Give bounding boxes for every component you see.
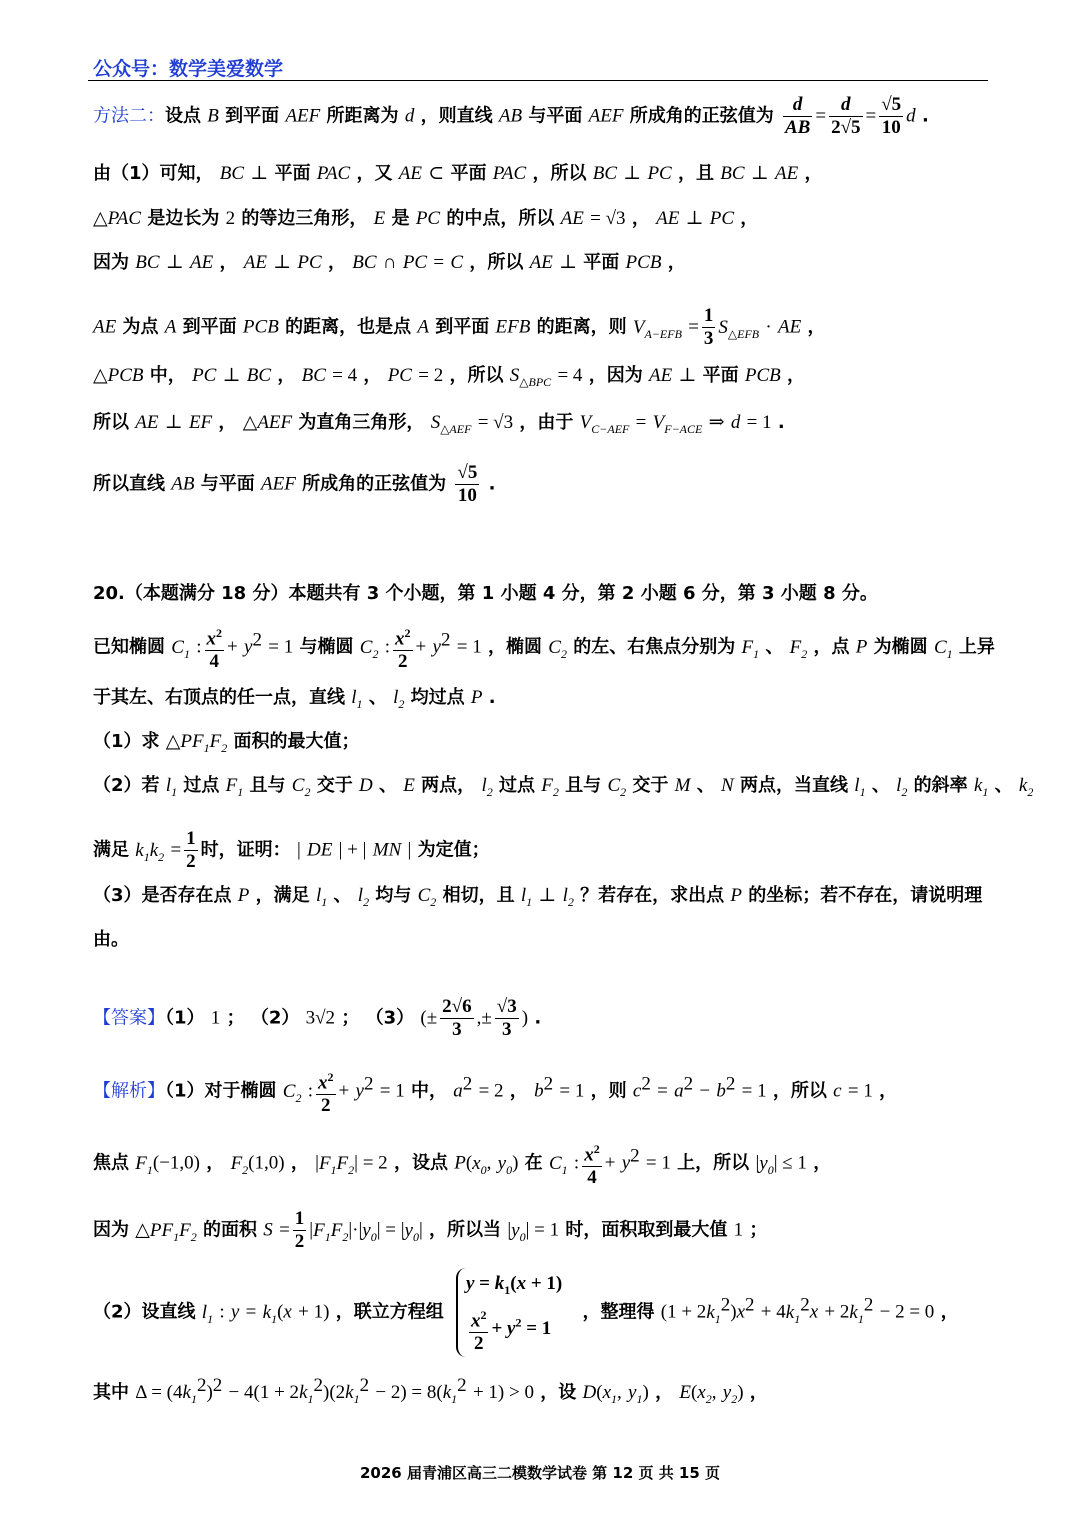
problem-20-title: 20.（本题满分 18 分）本题共有 3 个小题，第 1 小题 4 分，第 2 小题 6 分，第 3 小题 8 分。 [93,583,878,604]
analysis-label: 【解析】 [93,1080,165,1102]
analysis-line-2: 焦点 $F_1(-1,0)$ ， $F_2(1,0)$ ， $|F_1F_2| = 2$ ，设点 $P(x_0$, $y_0$) 在 $C_1$ : $\frac{x^2}{4}$ + $y^2 = 1$ 上，所以 $|y_0| \le 1$ ， [93,1138,831,1189]
analysis-line-3: 因为 $\triangle PF_1F_2$ 的面积 S = $\frac{1}{2}$ $|F_1F_2|\cdot|y_0| = |y_0|$ ，所以当 $|y_0| = 1$ 时，面积取到最大值 1 ； [93,1208,768,1252]
method2-line-4: 因为 BC ⊥ AE ， AE ⊥ PC ， BC ∩ PC = C ，所以 AE ⊥ 平面 PCB ， [93,252,686,273]
analysis-line-1: 【解析】（1）对于椭圆 $C_2$ : $\frac{x^2}{2}$ + $y^2 = 1$ 中， $a^2 = 2$ ， $b^2 = 1$ ，则 $c^2 = a^2 - b^2 = 1$ ，所以 c = 1 ， [93,1066,897,1117]
problem-20-q3-line-1: （3）是否存在点 P ，满足 $l_1$ 、 $l_2$ 均与 $C_2$ 相切，且 $l_1$ ⊥ $l_2$ ？若存在，求出点 P 的坐标；若不存在，请说明理 [93,885,983,909]
method2-line-8: 所以直线 AB 与平面 AEF 所成角的正弦值为 $\frac{√5}{10}$ . [93,462,496,506]
method2-line-2: 由（1）可知， BC ⊥ 平面 PAC ，又 AE ⊂ 平面 PAC ，所以 BC ⊥ PC ，且 BC ⊥ AE ， [93,163,823,184]
problem-20-q1: （1）求 $\triangle PF_1F_2$ 面积的最大值； [93,731,360,755]
page-footer: 2026 届青浦区高三二模数学试卷 第 12 页 共 15 页 [359,1464,721,1482]
analysis-line-4: （2）设直线 $l_1$ : $y = k_1(x + 1)$ ，联立方程组 $y = k_1(x + 1)$ $\frac{x^2}{2}$ + $y^2 = 1$ ，整理得 $(1 + 2k_1^2)x^2 + 4k_1^2x + 2k_1^2 - 2 = 0$ ， [93,1268,959,1357]
problem-20-stem-1: 已知椭圆 $C_1$ : $\frac{x^2}{4}$ + $y^2 = 1$ 与椭圆 $C_2$ : $\frac{x^2}{2}$ + $y^2 = 1$ ，椭圆 $C_2$ 的左、右焦点分别为 $F_1$ 、 $F_2$ ，点 P 为椭圆 $C_1$ 上异 [93,622,995,673]
equation-system: $y = k_1(x + 1)$ $\frac{x^2}{2}$ + $y^2 = 1$ [456,1268,570,1357]
method2-line-1: 方法二：设点 B 到平面 AEF 所距离为 d ，则直线 AB 与平面 AEF 所成角的正弦值为 $\frac{d}{AB}$ = $\frac{d}{2√5}$ = $\frac{√5}{10}$ d . [93,94,929,138]
method2-line-6: △PCB 中， PC ⊥ BC ， BC = 4 ， PC = 2 ，所以 $S_{\triangle BPC} = 4$ ，因为 AE ⊥ 平面 PCB ， [93,365,806,389]
header-divider [88,80,988,81]
problem-20-stem-2: 于其左、右顶点的任一点，直线 $l_1$ 、 $l_2$ 均过点 P . [93,687,496,711]
analysis-line-5: 其中 $\Delta = (4k_1^2)^2 - 4(1 + 2k_1^2)(2k_1^2 - 2) = 8(k_1^2 + 1) > 0$ ，设 $D(x_1$, $y_1$) ， $E(x_2$, $y_2$) ， [93,1375,768,1406]
header-title: 公众号：数学美爱数学 [93,58,284,80]
answer-label: 【答案】 [93,1007,165,1029]
problem-20-q2-line-2: 满足 $k_1k_2$ = $\frac{1}{2}$ 时，证明： | DE | + | MN | 为定值； [93,828,490,872]
method2-line-3: △PAC 是边长为 2 的等边三角形， E 是 PC 的中点，所以 AE = √3 ， AE ⊥ PC ， [93,208,759,229]
answer-line: 【答案】（1） 1 ； （2） 3√2 ； （3） (± $\frac{2√6}{3}$ ,± $\frac{√3}{3}$ ) . [93,996,542,1040]
method2-label: 方法二： [93,105,165,127]
method2-line-7: 所以 AE ⊥ EF ， △AEF 为直角三角形， $S_{\triangle AEF} = √3$ ，由于 $V_{C-AEF} = V_{F-ACE}$ ⇒ d = 1 . [93,412,785,436]
method2-line-5: AE 为点 A 到平面 PCB 的距离，也是点 A 到平面 EFB 的距离，则 $V_{A-EFB}$ = $\frac{1}{3}$ $S_{\triangle EFB}$ · AE ， [93,305,826,349]
problem-20-q2-line-1: （2）若 $l_1$ 过点 $F_1$ 且与 $C_2$ 交于 D 、 E 两点， $l_2$ 过点 $F_2$ 且与 $C_2$ 交于 M 、 N 两点，当直线 $l_1$ 、 $l_2$ 的斜率 $k_1$ 、 $k_2$ [93,775,1034,799]
problem-20-q3-line-2: 由。 [93,929,129,950]
